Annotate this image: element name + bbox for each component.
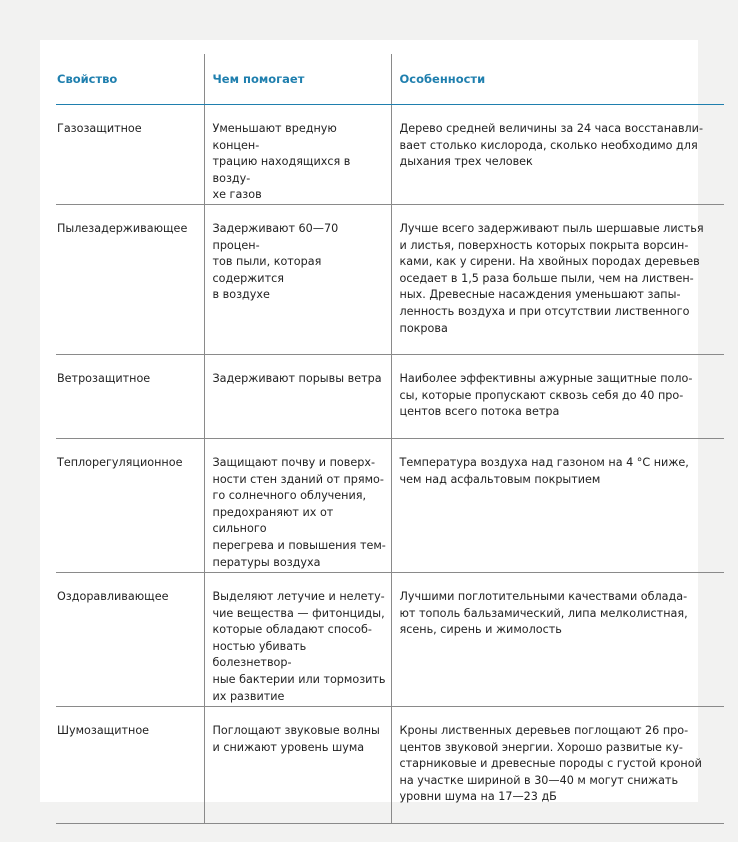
text-line: уровни шума на 17—23 дБ (399, 790, 557, 804)
header-helps: Чем помогает (204, 54, 391, 105)
text-line: ности стен зданий от прямо- (212, 472, 384, 486)
text-line: Оздоравливающее (57, 589, 169, 603)
text-line: Теплорегуляционное (57, 455, 183, 469)
text-line: которые обладают способ- (212, 623, 372, 637)
text-line: вает столько кислорода, сколько необходимо для (399, 138, 698, 152)
table-row (56, 354, 724, 438)
cell-features (391, 204, 724, 354)
text-line: хе газов (212, 188, 262, 202)
cell-helps (204, 204, 391, 354)
text-line: оседает в 1,5 раза больше пыли, чем на листвен- (399, 271, 694, 285)
cell-features (391, 438, 724, 572)
text-line: и листья, поверхность которых покрыта ворсин- (399, 238, 689, 252)
cell-helps (204, 706, 391, 823)
table-row (56, 706, 724, 823)
text-line: Шумозащитное (57, 723, 150, 737)
text-line: Поглощают звуковые волны (212, 723, 380, 737)
table-row (56, 204, 724, 354)
text-line: трацию находящихся в возду- (212, 155, 351, 185)
text-line: го солнечного облучения, (212, 489, 367, 503)
cell-property (56, 105, 204, 205)
text-line: и снижают уровень шума (212, 740, 365, 754)
text-line: Защищают почву и поверх- (212, 455, 375, 469)
cell-features (391, 105, 724, 205)
text-line: в воздухе (212, 288, 270, 302)
text-line: Уменьшают вредную концен- (212, 122, 337, 152)
text-line: тов пыли, которая содержится (212, 255, 322, 285)
text-line: ясень, сирень и жимолость (399, 623, 562, 637)
header-features: Особенности (391, 54, 724, 105)
table-row (56, 572, 724, 706)
text-line: ленность воздуха и при отсутствии лиственного (399, 304, 690, 318)
text-line: чие вещества — фитонциды, (212, 606, 385, 620)
cell-features (391, 706, 724, 823)
cell-helps (204, 572, 391, 706)
cell-features (391, 572, 724, 706)
text-line: Ветрозащитное (57, 371, 151, 385)
text-line: пературы воздуха (212, 555, 321, 569)
cell-helps (204, 105, 391, 205)
text-line: их развитие (212, 689, 285, 703)
cell-property (56, 204, 204, 354)
text-line: ные бактерии или тормозить (212, 672, 386, 686)
text-line: Лучше всего задерживают пыль шершавые листья (399, 221, 704, 235)
text-line: сы, которые пропускают сквозь себя до 40 про- (399, 388, 684, 402)
table-body (56, 105, 724, 824)
text-line: центов всего потока ветра (399, 405, 560, 419)
text-line: чем над асфальтовым покрытием (399, 472, 601, 486)
text-line: Температура воздуха над газоном на 4 °С ниже, (399, 455, 689, 469)
properties-table (56, 54, 724, 824)
text-line: ками, как у сирени. На хвойных породах деревьев (399, 255, 700, 269)
table-row (56, 438, 724, 572)
cell-features (391, 354, 724, 438)
cell-property (56, 572, 204, 706)
cell-helps (204, 438, 391, 572)
table-row (56, 105, 724, 205)
text-line: Выделяют летучие и нелету- (212, 589, 385, 603)
text-line: перегрева и повышения тем- (212, 538, 386, 552)
header-property: Свойство (56, 54, 204, 105)
text-line: Наиболее эффективны ажурные защитные поло- (399, 371, 693, 385)
text-line: Задерживают 60—70 процен- (212, 221, 339, 252)
cell-property (56, 438, 204, 572)
text-line: ностью убивать болезнетвор- (212, 639, 307, 670)
text-line: дыхания трех человек (399, 155, 533, 169)
cell-helps (204, 354, 391, 438)
text-line: Лучшими поглотительными качествами облада- (399, 589, 688, 603)
text-line: Пылезадерживающее (57, 221, 188, 235)
text-line: Дерево средней величины за 24 часа восстанавли- (399, 122, 703, 135)
cell-property (56, 706, 204, 823)
cell-property (56, 354, 204, 438)
text-line: на участке шириной в 30—40 м могут снижать (399, 773, 679, 787)
header-row (56, 54, 724, 105)
table-card (40, 40, 704, 804)
text-line: ют тополь бальзамический, липа мелколистная, (399, 606, 688, 620)
text-line: Газозащитное (57, 122, 142, 135)
text-line: покрова (399, 321, 448, 335)
text-line: Кроны лиственных деревьев поглощают 26 про- (399, 723, 689, 737)
text-line: Задерживают порывы ветра (212, 371, 382, 385)
text-line: ных. Древесные насаждения уменьшают запы- (399, 288, 681, 302)
text-line: центов звуковой энергии. Хорошо развитые ку- (399, 740, 683, 754)
text-line: старниковые и древесные породы с густой кроной (399, 757, 702, 771)
text-line: предохраняют их от сильного (212, 505, 334, 536)
